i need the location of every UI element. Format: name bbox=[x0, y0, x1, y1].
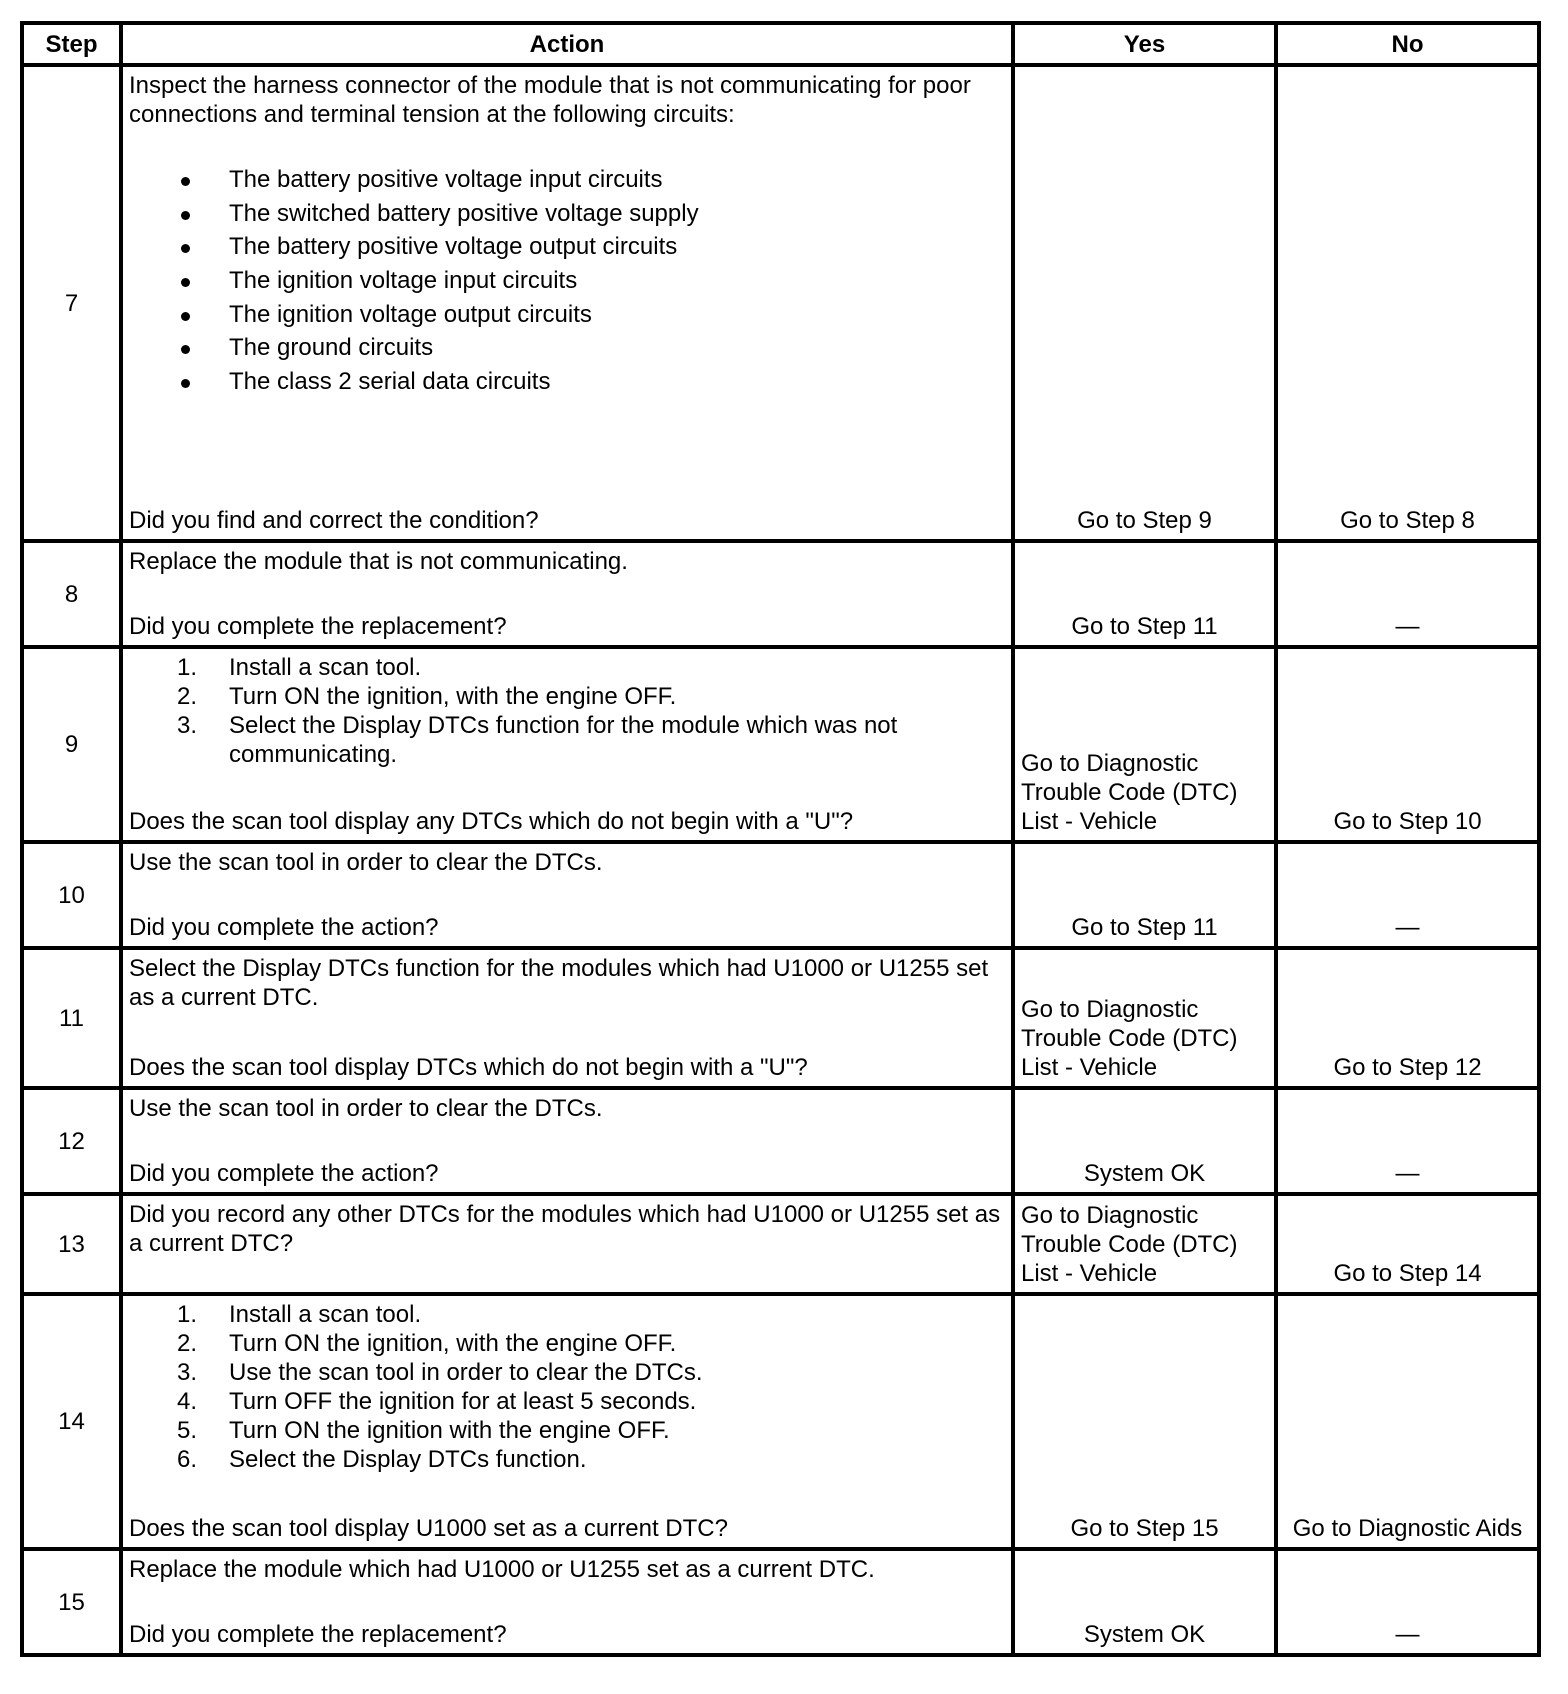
action-cell bbox=[121, 1294, 1013, 1549]
bullet-item bbox=[129, 298, 1005, 332]
item-number: 1. bbox=[177, 654, 198, 681]
yes-answer: Go to Step 11 bbox=[1071, 914, 1218, 941]
step-row bbox=[22, 541, 1539, 647]
action-question: Did you complete the replacement? bbox=[129, 613, 507, 640]
step-row bbox=[22, 65, 1539, 541]
numbered-item bbox=[129, 1387, 1005, 1416]
action-question: Did you complete the action? bbox=[129, 1160, 439, 1187]
numbered-item bbox=[129, 1358, 1005, 1387]
action-cell bbox=[121, 1194, 1013, 1294]
bullet-icon bbox=[181, 244, 190, 253]
bullet-text: The battery positive voltage input circuits bbox=[229, 166, 663, 193]
action-cell bbox=[121, 541, 1013, 647]
item-text: Turn ON the ignition, with the engine OFF. bbox=[229, 1330, 677, 1357]
action-intro: Use the scan tool in order to clear the DTCs. bbox=[129, 1095, 603, 1122]
bullet-text: The battery positive voltage output circuits bbox=[229, 233, 678, 261]
bullet-icon bbox=[181, 379, 190, 388]
action-question: Did you complete the action? bbox=[129, 914, 439, 941]
step-number: 10 bbox=[22, 842, 121, 948]
yes-answer: Go to Diagnostic Trouble Code (DTC) List - Vehicle bbox=[1021, 750, 1238, 835]
item-text: Use the scan tool in order to clear the DTCs. bbox=[229, 1359, 703, 1386]
bullet-item bbox=[129, 197, 1005, 231]
no-cell bbox=[1276, 948, 1539, 1088]
yes-answer: Go to Step 11 bbox=[1071, 613, 1218, 640]
step-row bbox=[22, 1088, 1539, 1194]
yes-answer: Go to Diagnostic Trouble Code (DTC) List - Vehicle bbox=[1021, 1202, 1238, 1287]
no-cell bbox=[1276, 1194, 1539, 1294]
no-cell bbox=[1276, 842, 1539, 948]
action-cell bbox=[121, 65, 1013, 541]
item-text: Turn ON the ignition with the engine OFF. bbox=[229, 1417, 670, 1444]
bullet-text: The ignition voltage input circuits bbox=[229, 267, 578, 295]
item-number: 3. bbox=[177, 1359, 198, 1386]
bullet-item bbox=[129, 365, 1005, 399]
item-text: Install a scan tool. bbox=[229, 1301, 422, 1328]
yes-cell bbox=[1013, 1088, 1276, 1194]
action-cell bbox=[121, 842, 1013, 948]
step-number: 15 bbox=[22, 1549, 121, 1655]
bullet-text: The switched battery positive voltage supply bbox=[229, 199, 699, 227]
action-cell bbox=[121, 1549, 1013, 1655]
bullet-list bbox=[129, 163, 1005, 399]
action-intro: Inspect the harness connector of the module that is not communicating for poor connections and terminal tension at the following circuits: bbox=[129, 72, 971, 128]
yes-cell bbox=[1013, 1194, 1276, 1294]
item-text: Install a scan tool. bbox=[229, 654, 422, 681]
bullet-icon bbox=[181, 345, 190, 354]
item-text: Select the Display DTCs function. bbox=[229, 1446, 587, 1473]
bullet-item bbox=[129, 230, 1005, 264]
numbered-item bbox=[129, 1445, 1005, 1474]
numbered-item bbox=[129, 711, 1005, 769]
item-text: Select the Display DTCs function for the module which was not communicating. bbox=[229, 712, 898, 768]
no-answer: Go to Step 10 bbox=[1333, 808, 1482, 835]
step-number: 14 bbox=[22, 1294, 121, 1549]
no-answer: — bbox=[1395, 1160, 1420, 1187]
header-step: Step bbox=[22, 23, 121, 65]
no-cell bbox=[1276, 541, 1539, 647]
bullet-text: The ground circuits bbox=[229, 334, 434, 362]
action-intro: Select the Display DTCs function for the modules which had U1000 or U1255 set as a current DTC. bbox=[129, 955, 989, 1011]
numbered-item bbox=[129, 1416, 1005, 1445]
action-question: Does the scan tool display DTCs which do not begin with a "U"? bbox=[129, 1054, 808, 1081]
numbered-item bbox=[129, 653, 1005, 682]
header-row bbox=[22, 23, 1539, 65]
step-row bbox=[22, 1549, 1539, 1655]
yes-cell bbox=[1013, 1549, 1276, 1655]
step-number: 13 bbox=[22, 1194, 121, 1294]
no-cell bbox=[1276, 1088, 1539, 1194]
header-no: No bbox=[1276, 23, 1539, 65]
header-action: Action bbox=[121, 23, 1013, 65]
yes-cell bbox=[1013, 65, 1276, 541]
step-row bbox=[22, 1194, 1539, 1294]
bullet-item bbox=[129, 331, 1005, 365]
bullet-text: The class 2 serial data circuits bbox=[229, 368, 551, 396]
numbered-list bbox=[129, 653, 1005, 769]
action-cell bbox=[121, 1088, 1013, 1194]
bullet-item bbox=[129, 163, 1005, 197]
step-number: 7 bbox=[22, 65, 121, 541]
step-row bbox=[22, 1294, 1539, 1549]
bullet-item bbox=[129, 264, 1005, 298]
action-cell bbox=[121, 948, 1013, 1088]
yes-cell bbox=[1013, 647, 1276, 842]
yes-answer: System OK bbox=[1083, 1160, 1206, 1187]
action-intro: Did you record any other DTCs for the modules which had U1000 or U1255 set as a current DTC? bbox=[129, 1201, 1001, 1257]
item-number: 1. bbox=[177, 1301, 198, 1328]
no-answer: — bbox=[1395, 613, 1420, 640]
no-answer: Go to Step 14 bbox=[1333, 1260, 1482, 1287]
step-number: 11 bbox=[22, 948, 121, 1088]
yes-answer: Go to Step 15 bbox=[1070, 1515, 1219, 1542]
numbered-item bbox=[129, 1300, 1005, 1329]
diagnostic-table bbox=[20, 21, 1541, 1657]
action-cell bbox=[121, 647, 1013, 842]
action-intro: Replace the module which had U1000 or U1255 set as a current DTC. bbox=[129, 1556, 875, 1583]
numbered-list bbox=[129, 1300, 1005, 1474]
action-intro: Use the scan tool in order to clear the DTCs. bbox=[129, 849, 603, 876]
no-answer: — bbox=[1395, 914, 1420, 941]
item-number: 2. bbox=[177, 683, 198, 710]
bullet-icon bbox=[181, 177, 190, 186]
yes-answer: Go to Step 9 bbox=[1077, 507, 1212, 534]
item-text: Turn ON the ignition, with the engine OFF. bbox=[229, 683, 677, 710]
no-cell bbox=[1276, 647, 1539, 842]
item-number: 5. bbox=[177, 1417, 198, 1444]
no-cell bbox=[1276, 1294, 1539, 1549]
item-number: 3. bbox=[177, 712, 198, 739]
no-answer: Go to Step 12 bbox=[1333, 1054, 1482, 1081]
step-row bbox=[22, 842, 1539, 948]
no-cell bbox=[1276, 65, 1539, 541]
action-intro: Replace the module that is not communicating. bbox=[129, 548, 628, 575]
yes-answer: System OK bbox=[1083, 1621, 1206, 1648]
bullet-icon bbox=[181, 312, 190, 321]
action-question: Does the scan tool display any DTCs which do not begin with a "U"? bbox=[129, 808, 854, 835]
yes-cell bbox=[1013, 948, 1276, 1088]
action-question: Does the scan tool display U1000 set as a current DTC? bbox=[129, 1515, 728, 1542]
no-answer: Go to Diagnostic Aids bbox=[1292, 1515, 1523, 1542]
numbered-item bbox=[129, 1329, 1005, 1358]
item-number: 2. bbox=[177, 1330, 198, 1357]
item-number: 4. bbox=[177, 1388, 198, 1415]
bullet-icon bbox=[181, 278, 190, 287]
step-row bbox=[22, 948, 1539, 1088]
step-number: 9 bbox=[22, 647, 121, 842]
step-number: 12 bbox=[22, 1088, 121, 1194]
action-question: Did you find and correct the condition? bbox=[129, 507, 539, 534]
step-number: 8 bbox=[22, 541, 121, 647]
item-number: 6. bbox=[177, 1446, 198, 1473]
action-question: Did you complete the replacement? bbox=[129, 1621, 507, 1648]
yes-cell bbox=[1013, 541, 1276, 647]
no-answer: — bbox=[1395, 1621, 1420, 1648]
yes-cell bbox=[1013, 1294, 1276, 1549]
no-answer: Go to Step 8 bbox=[1340, 507, 1475, 534]
numbered-item bbox=[129, 682, 1005, 711]
header-yes: Yes bbox=[1013, 23, 1276, 65]
step-row bbox=[22, 647, 1539, 842]
item-text: Turn OFF the ignition for at least 5 seconds. bbox=[229, 1388, 697, 1415]
bullet-text: The ignition voltage output circuits bbox=[229, 300, 592, 328]
yes-cell bbox=[1013, 842, 1276, 948]
yes-answer: Go to Diagnostic Trouble Code (DTC) List - Vehicle bbox=[1021, 996, 1238, 1081]
bullet-icon bbox=[181, 211, 190, 220]
no-cell bbox=[1276, 1549, 1539, 1655]
